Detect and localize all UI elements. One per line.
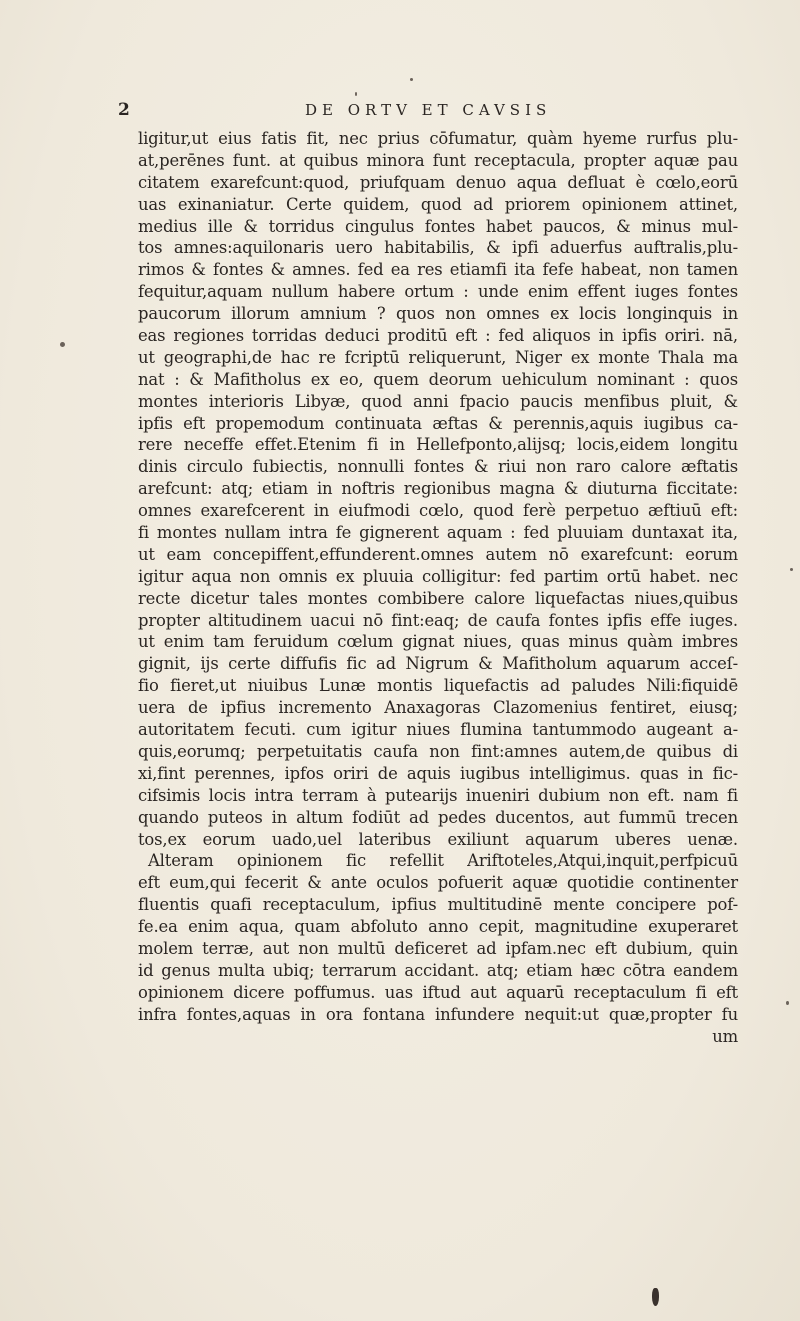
text-line: cifsimis locis intra terram à putearijs inueniri dubium non eft. nam fi xyxy=(138,785,738,805)
ink-stain xyxy=(652,1288,659,1306)
ink-speck xyxy=(410,78,413,81)
text-line: fio fieret,ut niuibus Lunæ montis liquefactis ad paludes Nili:fiquidē xyxy=(138,676,738,696)
text-line: ut enim tam feruidum cœlum gignat niues, quas minus quàm imbres xyxy=(138,632,738,652)
text-line: omnes exarefcerent in eiufmodi cœlo, quod ferè perpetuo æftiuū eft: xyxy=(138,501,738,521)
text-line: opinionem dicere poffumus. uas iftud aut aquarū receptaculum fi eft xyxy=(138,982,738,1002)
text-line: propter altitudinem uacui nō fint:eaq; de caufa fontes ipfis effe iuges. xyxy=(138,610,738,630)
text-line: rimos & fontes & amnes. fed ea res etiamfi ita fefe habeat, non tamen xyxy=(138,260,738,280)
body-text xyxy=(138,128,738,1047)
text-line: recte dicetur tales montes combibere calore liquefactas niues,quibus xyxy=(138,588,738,608)
text-line: arefcunt: atq; etiam in noftris regionibus magna & diuturna ficcitate: xyxy=(138,479,738,499)
text-line: tos amnes:aquilonaris uero habitabilis, & ipfi aduerfus auftralis,plu- xyxy=(138,238,738,258)
text-line: fi montes nullam intra fe gignerent aquam : fed pluuiam duntaxat ita, xyxy=(138,523,738,543)
text-line: medius ille & torridus cingulus fontes habet paucos, & minus mul- xyxy=(138,216,738,236)
text-line: ut eam concepiffent,effunderent.omnes autem nō exarefcunt: eorum xyxy=(138,544,738,564)
text-line: fe.ea enim aqua, quam abfoluto anno cepit, magnitudine exuperaret xyxy=(138,917,738,937)
page-header xyxy=(0,100,800,124)
text-line: eas regiones torridas deduci proditū eft : fed aliquos in ipfis oriri. nā, xyxy=(138,326,738,346)
text-line: xi,fint perennes, ipfos oriri de aquis iugibus intelligimus. quas in fic- xyxy=(138,763,738,783)
folio-number: 2 xyxy=(118,100,130,120)
text-line: tos,ex eorum uado,uel lateribus exiliunt aquarum uberes uenæ. xyxy=(138,829,738,849)
text-line: autoritatem fecuti. cum igitur niues flumina tantummodo augeant a- xyxy=(138,720,738,740)
text-line: quando puteos in altum fodiūt ad pedes ducentos, aut fummū trecen xyxy=(138,807,738,827)
text-line: id genus multa ubiq; terrarum accidant. atq; etiam hæc cōtra eandem xyxy=(138,960,738,980)
text-line: nat : & Mafitholus ex eo, quem deorum uehiculum nominant : quos xyxy=(138,369,738,389)
text-line: fequitur,aquam nullum habere ortum : unde enim effent iuges fontes xyxy=(138,282,738,302)
text-line: ut geographi,de hac re fcriptū reliquerunt, Niger ex monte Thala ma xyxy=(138,347,738,367)
text-line: igitur aqua non omnis ex pluuia colligitur: fed partim ortū habet. nec xyxy=(138,566,738,586)
text-line: rere neceffe effet.Etenim fi in Hellefponto,alijsq; locis,eidem longitu xyxy=(138,435,738,455)
text-line: molem terræ, aut non multū deficeret ad ipfam.nec eft dubium, quin xyxy=(138,938,738,958)
ink-speck xyxy=(355,92,357,96)
text-line: ipfis eft propemodum continuata æftas & perennis,aquis iugibus ca- xyxy=(138,413,738,433)
text-line: ligitur,ut eius fatis fit, nec prius cōfumatur, quàm hyeme rurfus plu- xyxy=(138,129,738,148)
text-line: uera de ipfius incremento Anaxagoras Clazomenius fentiret, eiusq; xyxy=(138,698,738,718)
text-line: dinis circulo fubiectis, nonnulli fontes & riui non raro calore æftatis xyxy=(138,457,738,477)
text-line: gignit, ijs certe diffufis fic ad Nigrum & Mafitholum aquarum acceſ- xyxy=(138,654,738,674)
text-line: eft eum,qui fecerit & ante oculos pofuerit aquæ quotidie continenter xyxy=(138,873,738,893)
running-title: DE ORTV ET CAVSIS xyxy=(305,101,552,119)
text-line: at,perēnes funt. at quibus minora funt receptacula, propter aquæ pau xyxy=(138,150,738,170)
text-line: infra fontes,aquas in ora fontana infundere nequit:ut quæ,propter fu xyxy=(138,1004,738,1024)
text-line: fluentis quafi receptaculum, ipfius multitudinē mente concipere pof- xyxy=(138,895,738,915)
ink-speck xyxy=(790,568,793,571)
ink-speck xyxy=(60,342,65,347)
text-line: paucorum illorum amnium ? quos non omnes ex locis longinquis in xyxy=(138,304,738,324)
text-line: um xyxy=(712,1026,738,1046)
text-line: montes interioris Libyæ, quod anni fpacio paucis menfibus pluit, & xyxy=(138,391,738,411)
text-line: Alteram opinionem fic refellit Ariftoteles,Atqui,inquit,perfpicuū xyxy=(148,851,738,871)
text-line: citatem exarefcunt:quod, priufquam denuo aqua defluat è cœlo,eorū xyxy=(138,172,738,192)
text-line: uas exinaniatur. Certe quidem, quod ad priorem opinionem attinet, xyxy=(138,194,738,214)
text-line: quis,eorumq; perpetuitatis caufa non fint:amnes autem,de quibus di xyxy=(138,741,738,761)
ink-speck xyxy=(786,1001,789,1005)
